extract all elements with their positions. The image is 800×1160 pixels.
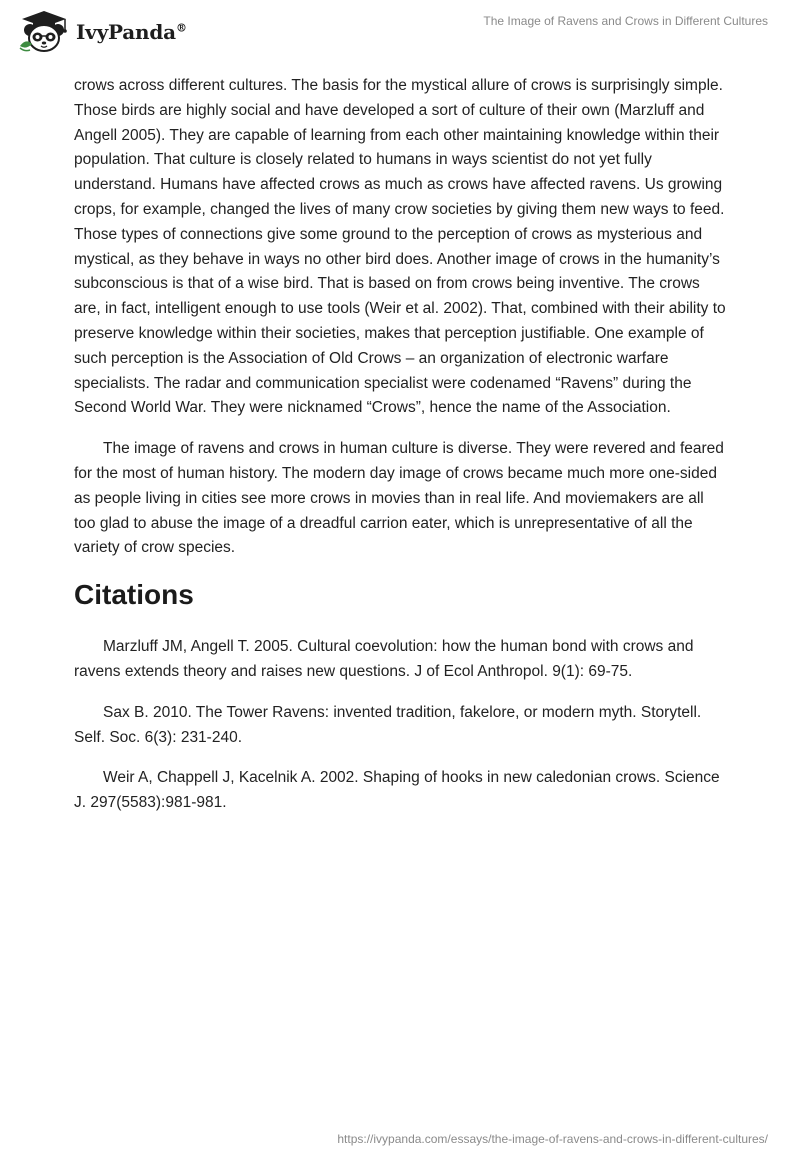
page-header (0, 0, 800, 70)
footer-source-link[interactable]: https://ivypanda.com/essays/the-image-of-ravens-and-crows-in-different-cultures/ (337, 1132, 768, 1146)
brand-name-text: IvyPanda (76, 20, 176, 44)
ivypanda-logo[interactable] (16, 10, 187, 54)
document-title: The Image of Ravens and Crows in Different Cultures (483, 14, 768, 28)
body-paragraph: crows across different cultures. The basis for the mystical allure of crows is surprisingly simple. Those birds are highly social and have developed a sort of culture of their own (Marzluff and Angell 2005). They are capable of learning from each other maintaining knowledge within their population. That culture is closely related to humans in ways scientist do not yet fully understand. Humans have affected crows as much as crows have affected ravens. Us growing crops, for example, changed the lives of many crow societies by giving them new ways to feed. Those types of connections give some ground to the perception of crows as mysterious and mystical, as they behave in ways no other bird does. Another image of crows in the humanity’s subconscious is that of a wise bird. That is based on from crows being inventive. The crows are, in fact, intelligent enough to use tools (Weir et al. 2002). That, combined with their ability to preserve knowledge within their societies, makes that perception justifiable. One example of such perception is the Association of Old Crows – an organization of electronic warfare specialists. The radar and communication specialist were codenamed “Ravens” during the Second World War. They were nicknamed “Crows”, hence the name of the Association. (74, 77, 726, 417)
citation-item: Marzluff JM, Angell T. 2005. Cultural coevolution: how the human bond with crows and ravens extends theory and raises new questions. J of Ecol Anthropol. 9(1): 69-75. (74, 638, 694, 680)
citations-heading: Citations (74, 579, 194, 611)
citation-item: Weir A, Chappell J, Kacelnik A. 2002. Shaping of hooks in new caledonian crows. Science J. 297(5583):981-981. (74, 769, 720, 812)
brand-name (76, 20, 187, 44)
panda-graduate-icon (16, 10, 72, 54)
registered-mark: ® (175, 21, 187, 35)
body-paragraph: The image of ravens and crows in human culture is diverse. They were revered and feared for the most of human history. The modern day image of crows became much more one-sided as people living in cities see more crows in movies than in real life. And moviemakers are all too glad to abuse the image of a dreadful carrion eater, which is unrepresentative of all the variety of crow species. (74, 440, 724, 557)
essay-content (74, 74, 726, 832)
citation-item: Sax B. 2010. The Tower Ravens: invented tradition, fakelore, or modern myth. Storytell. Self. Soc. 6(3): 231-240. (74, 703, 702, 746)
